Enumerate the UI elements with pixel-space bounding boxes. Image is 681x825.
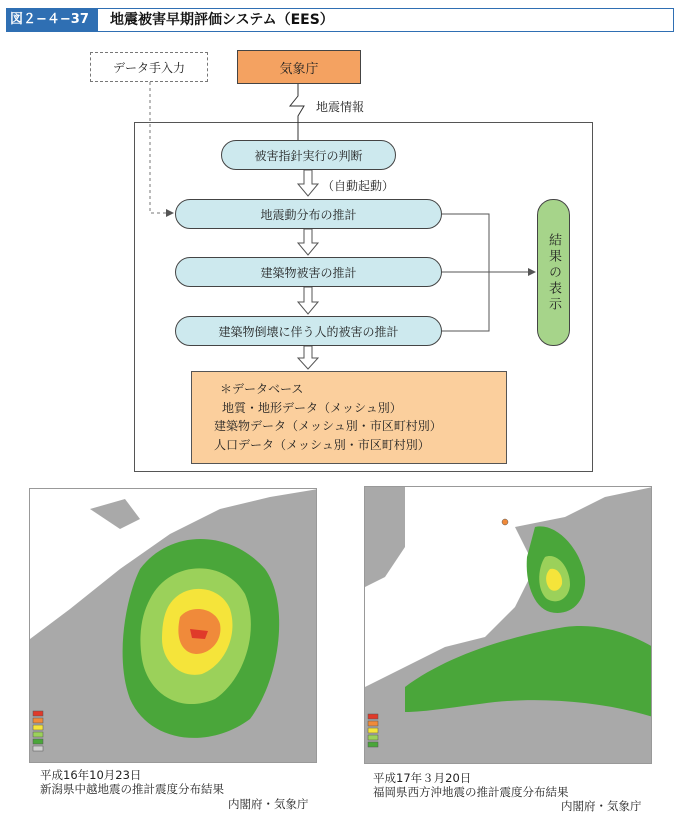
map1-date: 平成16年10月23日 bbox=[40, 768, 142, 782]
fukuoka-map-image bbox=[365, 487, 652, 764]
map2-date: 平成17年３月20日 bbox=[373, 771, 472, 785]
database-item: 地質・地形データ（メッシュ別） bbox=[222, 400, 402, 415]
database-box bbox=[191, 371, 507, 464]
niigata-intensity-map bbox=[29, 488, 317, 763]
database-item: 建築物データ（メッシュ別・市区町村別） bbox=[214, 419, 442, 433]
figure-title: 地震被害早期評価システム（EES） bbox=[110, 12, 334, 28]
eq-info-label: 地震情報 bbox=[316, 100, 365, 114]
niigata-map-image bbox=[30, 489, 317, 763]
step-judgement: 被害指針実行の判断 bbox=[221, 140, 396, 170]
step-ground-motion: 地震動分布の推計 bbox=[175, 199, 442, 229]
figure-number: 図２−４−37 bbox=[6, 8, 98, 32]
result-display-box: 結果の表示 bbox=[537, 199, 570, 346]
map2-caption: 福岡県西方沖地震の推計震度分布結果 bbox=[373, 785, 569, 799]
step-building-damage: 建築物被害の推計 bbox=[175, 257, 442, 287]
manual-input-line bbox=[150, 82, 173, 213]
map1-caption: 新潟県中越地震の推計震度分布結果 bbox=[40, 782, 224, 796]
map1-source: 内閣府・気象庁 bbox=[228, 797, 309, 811]
jma-box: 気象庁 bbox=[237, 50, 361, 84]
auto-start-label: （自動起動） bbox=[322, 179, 395, 193]
database-item: 人口データ（メッシュ別・市区町村別） bbox=[214, 437, 430, 452]
fukuoka-intensity-map bbox=[364, 486, 652, 764]
manual-data-input-box: データ手入力 bbox=[90, 52, 208, 82]
database-title: ＊データベース bbox=[220, 382, 304, 396]
map2-source: 内閣府・気象庁 bbox=[561, 799, 642, 813]
eq-info-line bbox=[290, 84, 304, 140]
step-human-damage: 建築物倒壊に伴う人的被害の推計 bbox=[175, 316, 442, 346]
